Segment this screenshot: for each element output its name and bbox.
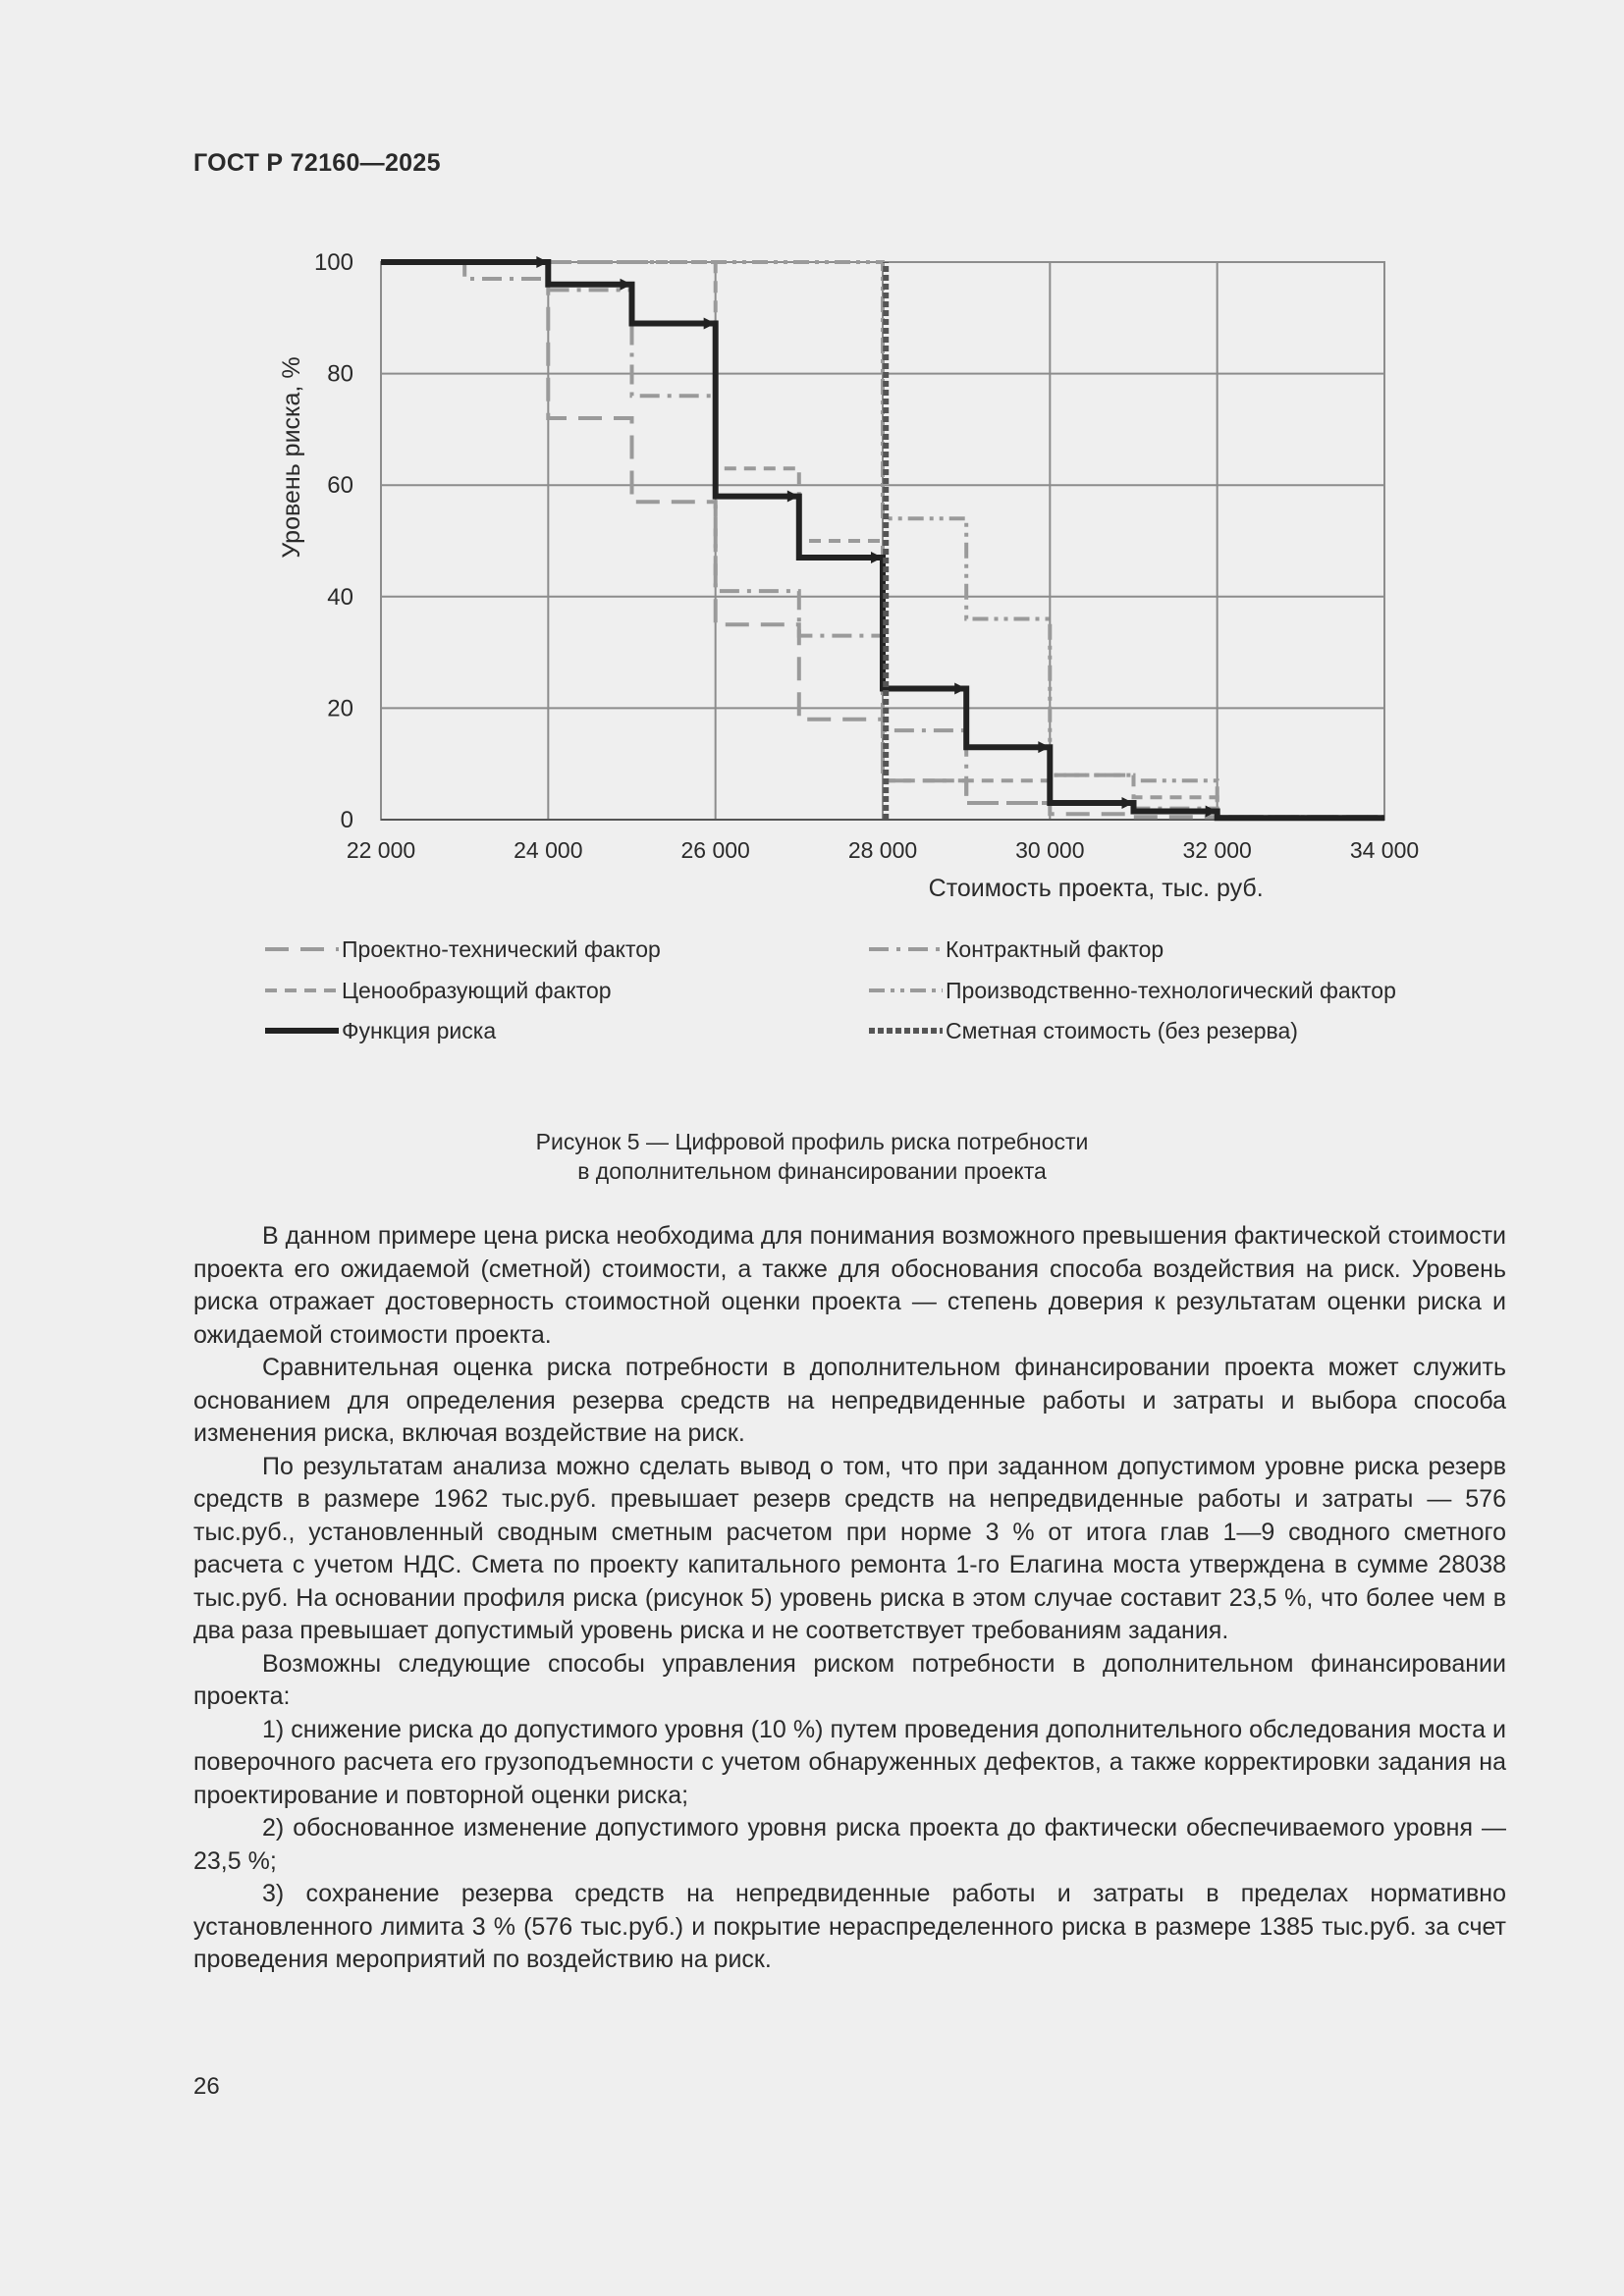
body-text (193, 1220, 1506, 1977)
paragraph: В данном примере цена риска необходима для понимания возможного превышения фактической стоимости проекта его ожидаемой (сметной) стоимости, а также для обоснования способа воздействия на риск. Уровень риска отражает достоверность стоимостной оценки проекта — степень доверия к результатам оценки риска и ожидаемой стоимости проекта. (193, 1222, 1506, 1349)
page-number: 26 (193, 2073, 220, 2100)
legend-label: Сметная стоимость (без резерва) (946, 1018, 1298, 1043)
legend-label: Ценообразующий фактор (342, 978, 612, 1003)
x-tick-label: 22 000 (346, 837, 416, 863)
x-tick-label: 26 000 (680, 837, 750, 863)
y-tick-label: 80 (327, 360, 353, 388)
x-tick-label: 30 000 (1015, 837, 1085, 863)
paragraph: Сравнительная оценка риска потребности в дополнительном финансировании проекта может служить основанием для определения резерва средств на непредвиденные работы и затраты и выбора способа изменения риска, включая воздействие на риск. (193, 1354, 1506, 1447)
x-tick-label: 24 000 (514, 837, 583, 863)
x-tick-label: 34 000 (1349, 837, 1420, 863)
list-item: 1) снижение риска до допустимого уровня (10 %) путем проведения дополнительного обследования моста и поверочного расчета его грузоподъемности с учетом обнаруженных дефектов, а также корректировки задания на проектирование и повторной оценки риска; (193, 1715, 1506, 1809)
y-axis-label: Уровень риска, % (278, 356, 305, 559)
legend-label: Производственно-технологический фактор (946, 978, 1396, 1003)
figure-caption (0, 1127, 1624, 1186)
caption-line-1: Рисунок 5 — Цифровой профиль риска потребности (535, 1129, 1089, 1154)
paragraph: Возможны следующие способы управления риском потребности в дополнительном финансировании проекта: (193, 1649, 1506, 1710)
list-item: 2) обоснованное изменение допустимого уровня риска проекта до фактически обеспечиваемого уровня — 23,5 %; (193, 1814, 1506, 1875)
y-tick-label: 100 (313, 249, 353, 276)
x-tick-label: 28 000 (847, 837, 918, 863)
paragraph: По результатам анализа можно сделать вывод о том, что при заданном допустимом уровне риска резерв средств в размере 1962 тыс.руб. превышает резерв средств на непредвиденные работы и затраты — 576 тыс.руб., установленный сводным сметным расчетом при норме 3 % от итога глав 1—9 сводного сметного расчета с учетом НДС. Смета по проекту капитального ремонта 1-го Елагина моста утверждена в сумме 28038 тыс.руб. На основании профиля риска (рисунок 5) уровень риска в этом случае составит 23,5 %, что более чем в два раза превышает допустимый уровень риска и не соответствует требованиям задания. (193, 1452, 1506, 1644)
document-header: ГОСТ Р 72160—2025 (193, 149, 441, 177)
legend-label: Контрактный фактор (946, 936, 1164, 962)
caption-line-2: в дополнительном финансировании проекта (577, 1158, 1047, 1184)
legend-label: Проектно-технический фактор (342, 936, 661, 962)
y-tick-label: 40 (327, 583, 353, 611)
y-tick-label: 60 (327, 472, 353, 500)
list-item: 3) сохранение резерва средств на непредвиденные работы и затраты в пределах нормативно установленного лимита 3 % (576 тыс.руб.) и покрытие нераспределенного риска в размере 1385 тыс.руб. за счет проведения мероприятий по воздействию на риск. (193, 1880, 1506, 1973)
y-tick-label: 20 (327, 695, 353, 722)
y-tick-label: 0 (340, 807, 353, 833)
risk-profile-chart (0, 0, 1624, 1080)
legend-label: Функция риска (342, 1018, 497, 1043)
x-tick-label: 32 000 (1182, 837, 1252, 863)
x-axis-label: Стоимость проекта, тыс. руб. (928, 875, 1264, 902)
